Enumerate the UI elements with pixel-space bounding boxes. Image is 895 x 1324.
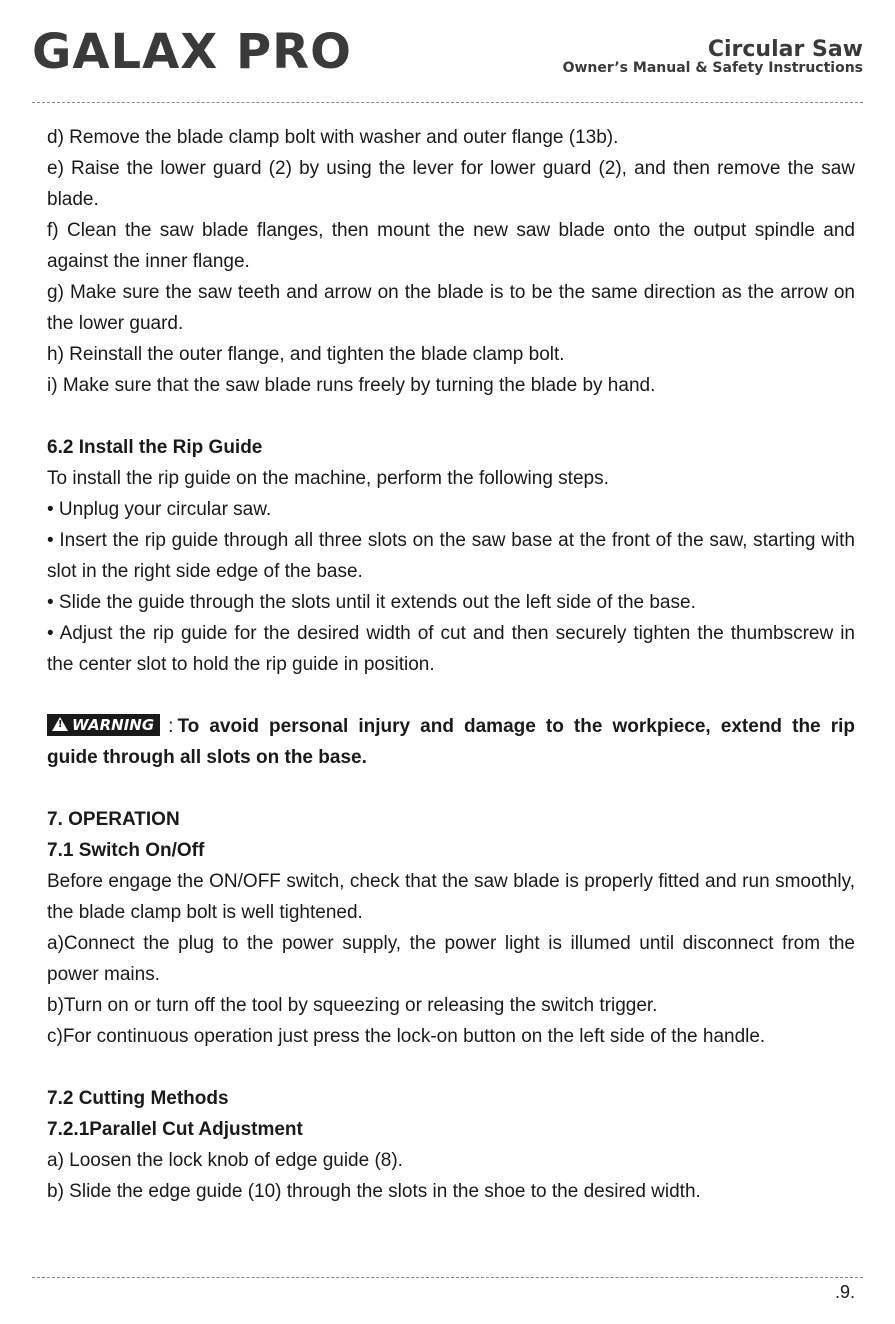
rip-guide-bullet-slide: • Slide the guide through the slots until it extends out the left side of the base.	[47, 592, 696, 613]
rip-guide-intro: To install the rip guide on the machine, perform the following steps.	[47, 468, 609, 489]
parallel-cut-heading: 7.2.1Parallel Cut Adjustment	[47, 1119, 303, 1140]
step-h: h) Reinstall the outer flange, and tighten the blade clamp bolt.	[47, 344, 565, 365]
warning-notice	[47, 711, 855, 773]
page-number: .9.	[834, 1282, 855, 1302]
step-e: e) Raise the lower guard (2) by using the lever for lower guard (2), and then remove the saw blade.	[47, 158, 855, 210]
document-title: Circular Saw	[707, 37, 863, 62]
switch-intro: Before engage the ON/OFF switch, check that the saw blade is properly fitted and run smoothly, the blade clamp bolt is well tightened.	[47, 871, 855, 923]
warning-badge-label: WARNING	[72, 716, 155, 734]
warning-colon: :	[168, 716, 174, 737]
switch-step-b: b)Turn on or turn off the tool by squeezing or releasing the switch trigger.	[47, 995, 658, 1016]
step-g: g) Make sure the saw teeth and arrow on the blade is to be the same direction as the arrow on the lower guard.	[47, 282, 855, 334]
page-content	[47, 122, 855, 1207]
header-divider	[32, 102, 863, 103]
warning-triangle-icon	[52, 717, 68, 731]
rip-guide-bullet-insert: • Insert the rip guide through all three slots on the saw base at the front of the saw, starting with slot in the right side edge of the base.	[47, 530, 855, 582]
document-title-block	[563, 38, 863, 76]
step-f: f) Clean the saw blade flanges, then mount the new saw blade onto the output spindle and against the inner flange.	[47, 220, 855, 272]
cut-step-b: b) Slide the edge guide (10) through the slots in the shoe to the desired width.	[47, 1181, 701, 1202]
rip-guide-heading: 6.2 Install the Rip Guide	[47, 437, 263, 458]
rip-guide-bullet-adjust: • Adjust the rip guide for the desired width of cut and then securely tighten the thumbscrew in the center slot to hold the rip guide in position.	[47, 623, 855, 675]
switch-step-a: a)Connect the plug to the power supply, the power light is illumed until disconnect from the power mains.	[47, 933, 855, 985]
warning-text: To avoid personal injury and damage to the workpiece, extend the rip guide through all slots on the base.	[47, 716, 855, 768]
cutting-methods-heading: 7.2 Cutting Methods	[47, 1088, 229, 1109]
rip-guide-bullet-unplug: • Unplug your circular saw.	[47, 499, 272, 520]
operation-heading: 7. OPERATION	[47, 809, 180, 830]
step-i: i) Make sure that the saw blade runs freely by turning the blade by hand.	[47, 375, 656, 396]
step-d: d) Remove the blade clamp bolt with washer and outer flange (13b).	[47, 127, 619, 148]
switch-heading: 7.1 Switch On/Off	[47, 840, 205, 861]
switch-step-c: c)For continuous operation just press the lock-on button on the left side of the handle.	[47, 1026, 766, 1047]
document-subtitle: Owner’s Manual & Safety Instructions	[562, 60, 863, 77]
warning-badge	[47, 714, 160, 736]
brand-logo: GALAX PRO	[32, 24, 352, 80]
cut-step-a: a) Loosen the lock knob of edge guide (8).	[47, 1150, 403, 1171]
footer-divider	[32, 1277, 863, 1278]
